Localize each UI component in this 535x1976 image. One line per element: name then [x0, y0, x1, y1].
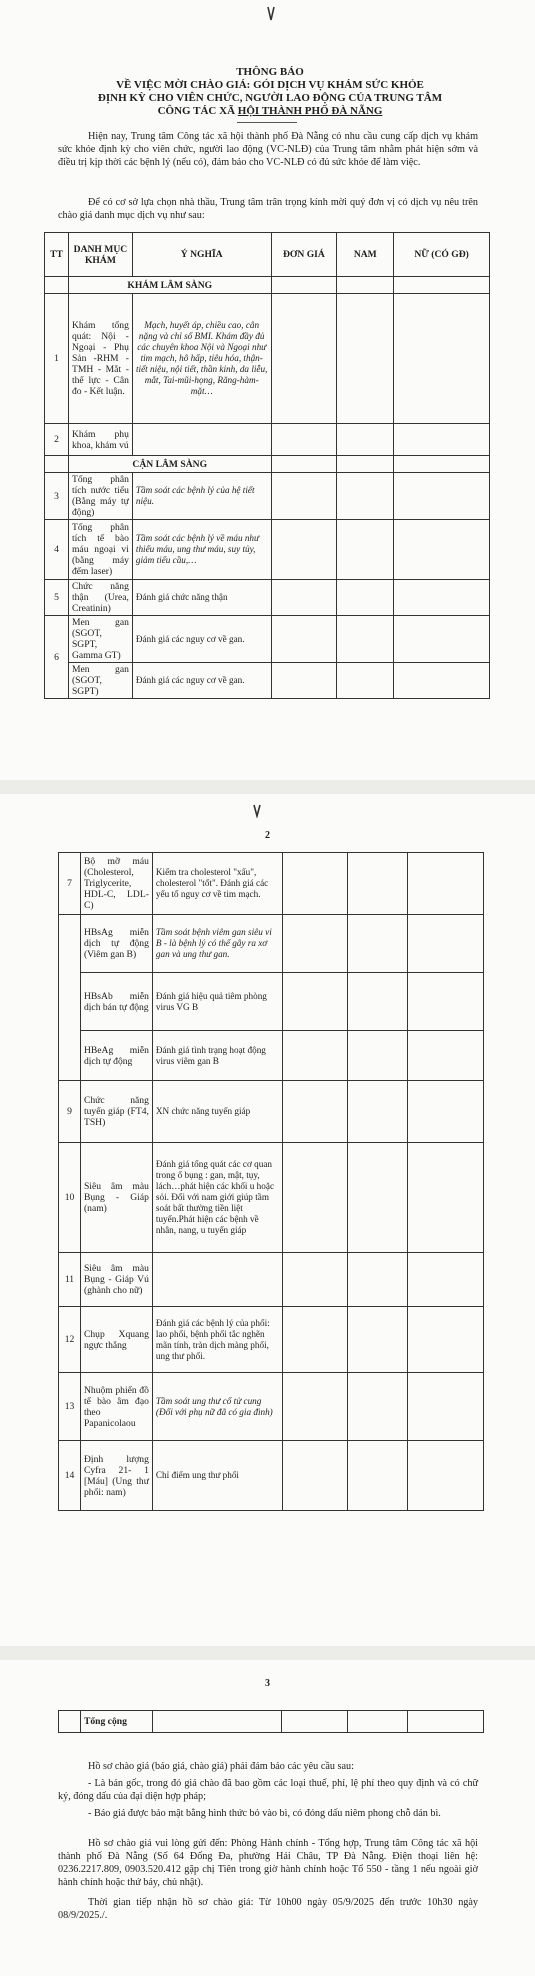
intro-paragraph-2: Để có cơ sở lựa chọn nhà thầu, Trung tâm trân trọng kính mời quý đơn vị có dịch vụ nêu trên chào giá danh mục dịch vụ như sau:: [58, 197, 478, 221]
table-row: [45, 424, 490, 456]
row-meaning: Chỉ điểm ung thư phổi: [152, 1441, 282, 1511]
doc-subject-line3: [60, 105, 480, 118]
female-cell[interactable]: [408, 1441, 484, 1511]
row-meaning: Tầm soát ung thư cổ tử cung (Đối với phụ nữ đã có gia đình): [152, 1373, 282, 1441]
staple-mark: [251, 804, 263, 818]
row-tt: 11: [59, 1253, 81, 1307]
section-clinical: KHÁM LÂM SÀNG: [68, 277, 271, 294]
male-cell[interactable]: [348, 915, 408, 973]
female-cell[interactable]: [394, 294, 490, 424]
requirement-2: - Báo giá được bảo mật bằng hình thức bỏ vào bì, có đóng dấu niêm phong chỗ dán bì.: [88, 1808, 441, 1819]
header-rule: [237, 122, 297, 123]
male-cell[interactable]: [337, 520, 394, 580]
male-cell[interactable]: [348, 1307, 408, 1373]
table-row: [45, 520, 490, 580]
male-cell[interactable]: [348, 973, 408, 1031]
male-cell[interactable]: [337, 616, 394, 663]
row-tt: 14: [59, 1441, 81, 1511]
male-cell[interactable]: [337, 663, 394, 699]
table-row: [45, 473, 490, 520]
row-meaning: Kiểm tra cholesterol "xấu", cholesterol "tốt". Đánh giá các yếu tố nguy cơ về tim mạch.: [152, 853, 282, 915]
row-meaning: Đánh giá các nguy cơ về gan.: [132, 663, 271, 699]
female-cell[interactable]: [394, 520, 490, 580]
male-cell[interactable]: [337, 294, 394, 424]
section-row: [45, 456, 490, 473]
total-label: Tổng cộng: [80, 1711, 152, 1733]
row-tt: 13: [59, 1373, 81, 1441]
male-cell[interactable]: [348, 1253, 408, 1307]
row-tt: 10: [59, 1143, 81, 1253]
female-cell[interactable]: [408, 1031, 484, 1081]
table-row: [59, 1081, 484, 1143]
price-cell[interactable]: [271, 473, 337, 520]
row-meaning: [152, 1253, 282, 1307]
row-meaning: Đánh giá tổng quát các cơ quan trong ổ bụng : gan, mật, tụy, lách…phát hiện các khối u hoặc sỏi. Đối với nam giới giúp tầm soát bất thường tiền liệt tuyến.Phát hiện các bệnh về nhân, nang, u tuyến giáp: [152, 1143, 282, 1253]
submission-address: Hồ sơ chào giá vui lòng gửi đến: Phòng Hành chính - Tổng hợp, Trung tâm Công tác xã hội thành phố Đà Nẵng (Số 64 Đống Đa, phường Hải Châu, TP Đà Nẵng. Điện thoại liên hệ: 0236.2217.809, 0903.520.412 gặp chị Tiên trong giờ hành chính hoặc Tổ 550 - tầng 1 nếu ngoài giờ hành chính hoặc thứ bảy, chủ nhật).: [58, 1838, 478, 1888]
price-cell[interactable]: [282, 1307, 348, 1373]
row-item: Siêu âm màu Bụng - Giáp Vú (ghành cho nữ): [80, 1253, 152, 1307]
page-number: 3: [265, 1678, 270, 1689]
submission-deadline: Thời gian tiếp nhận hồ sơ chào giá: Từ 10h00 ngày 05/9/2025 đến trước 10h30 ngày 08/9/2025./.: [58, 1897, 478, 1921]
price-table-part1: [44, 232, 490, 699]
female-cell[interactable]: [408, 1373, 484, 1441]
row-tt: 3: [45, 473, 69, 520]
row-item: Men gan (SGOT, SGPT, Gamma GT): [68, 616, 132, 663]
page-3: [0, 1660, 535, 1976]
subject-underlined: HỘI THÀNH PHỐ ĐÀ NẴNG: [237, 105, 383, 117]
row-tt: 6: [45, 616, 69, 699]
table-row: [59, 1373, 484, 1441]
total-price-cell[interactable]: [282, 1711, 348, 1733]
female-cell[interactable]: [394, 580, 490, 616]
col-meaning: Ý NGHĨA: [132, 233, 271, 277]
table-row: [59, 1031, 484, 1081]
col-item: DANH MỤC KHÁM: [68, 233, 132, 277]
price-cell[interactable]: [282, 1373, 348, 1441]
table-row: [45, 580, 490, 616]
price-cell[interactable]: [282, 1143, 348, 1253]
female-cell[interactable]: [408, 973, 484, 1031]
price-cell[interactable]: [282, 1031, 348, 1081]
row-tt: 9: [59, 1081, 81, 1143]
col-female: NỮ (CÓ GĐ): [394, 233, 490, 277]
female-cell[interactable]: [394, 424, 490, 456]
page-1: [0, 0, 535, 780]
row-meaning: Đánh giá tình trạng hoạt động virus viêm gan B: [152, 1031, 282, 1081]
row-meaning: Đánh giá các bệnh lý của phổi: lao phổi, bệnh phổi tắc nghẽn mãn tính, tràn dịch màng phổi, ung thư phổi.: [152, 1307, 282, 1373]
row-meaning: [132, 424, 271, 456]
row-item: Tổng phân tích tế bào máu ngoại vi (bằng máy đếm laser): [68, 520, 132, 580]
female-cell[interactable]: [408, 1143, 484, 1253]
price-cell[interactable]: [282, 1081, 348, 1143]
price-cell[interactable]: [282, 973, 348, 1031]
table-row: [45, 663, 490, 699]
requirements-title: Hồ sơ chào giá (báo giá, chào giá) phải đảm bảo các yêu cầu sau:: [88, 1761, 354, 1772]
row-tt: 7: [59, 853, 81, 915]
row-item: Tổng phân tích nước tiểu (Bằng máy tự động): [68, 473, 132, 520]
female-cell[interactable]: [394, 473, 490, 520]
subject-prefix: CÔNG TÁC XÃ: [157, 105, 236, 117]
row-item: Chức năng thận (Urea, Creatinin): [68, 580, 132, 616]
intro-paragraph-1: Hiện nay, Trung tâm Công tác xã hội thành phố Đà Nẵng có nhu cầu cung cấp dịch vụ khám sức khỏe định kỳ cho viên chức, người lao động (VC-NLĐ) của Trung tâm nhằm phát hiện sớm và điều trị kịp thời các bệnh lý (nếu có), đảm bảo cho VC-NLĐ có đủ sức khỏe để làm việc.: [58, 131, 478, 168]
col-tt: TT: [45, 233, 69, 277]
price-cell[interactable]: [282, 915, 348, 973]
table-row: [59, 853, 484, 915]
total-table: [58, 1710, 484, 1733]
row-item: Chức năng tuyến giáp (FT4, TSH): [80, 1081, 152, 1143]
female-cell[interactable]: [408, 853, 484, 915]
female-cell[interactable]: [408, 1307, 484, 1373]
total-row: [59, 1711, 484, 1733]
table-row: [59, 1441, 484, 1511]
total-female-cell[interactable]: [408, 1711, 484, 1733]
male-cell[interactable]: [348, 1081, 408, 1143]
document-header: [60, 66, 480, 118]
table-header-row: [45, 233, 490, 277]
price-cell[interactable]: [282, 853, 348, 915]
page-number: 2: [265, 830, 270, 841]
male-cell[interactable]: [348, 1143, 408, 1253]
price-cell[interactable]: [271, 580, 337, 616]
female-cell[interactable]: [394, 663, 490, 699]
row-item: Khám tổng quát: Nội - Ngoại - Phụ Sản -RHM - TMH - Mắt - thể lực - Cân đo - Kết luận.: [68, 294, 132, 424]
male-cell[interactable]: [337, 424, 394, 456]
row-tt: 12: [59, 1307, 81, 1373]
female-cell[interactable]: [394, 616, 490, 663]
row-item: Siêu âm màu Bụng - Giáp (nam): [80, 1143, 152, 1253]
table-row: [59, 1253, 484, 1307]
col-male: NAM: [337, 233, 394, 277]
row-meaning: Đánh giá chức năng thận: [132, 580, 271, 616]
table-row: [59, 973, 484, 1031]
row-tt: 2: [45, 424, 69, 456]
section-row: [45, 277, 490, 294]
row-tt: 5: [45, 580, 69, 616]
row-tt: 4: [45, 520, 69, 580]
row-item: Định lượng Cyfra 21- 1 [Máu] (Ung thư phổi: nam): [80, 1441, 152, 1511]
requirement-1: - Là bản gốc, trong đó giá chào đã bao gồm các loại thuế, phí, lệ phí theo quy định và có chữ ký, đóng dấu của đại diện hợp pháp;: [58, 1778, 478, 1802]
row-item: Men gan (SGOT, SGPT): [68, 663, 132, 699]
row-meaning: Tầm soát bệnh viêm gan siêu vi B - là bệnh lý có thể gây ra xơ gan và ung thư gan.: [152, 915, 282, 973]
price-cell[interactable]: [282, 1441, 348, 1511]
price-cell[interactable]: [271, 520, 337, 580]
price-cell[interactable]: [271, 424, 337, 456]
table-row: [59, 915, 484, 973]
price-cell[interactable]: [271, 294, 337, 424]
section-paraclinical: CẬN LÂM SÀNG: [68, 456, 271, 473]
row-item: HBeAg miễn dịch tự động: [80, 1031, 152, 1081]
female-cell[interactable]: [408, 915, 484, 973]
table-row: [59, 1143, 484, 1253]
row-meaning: Tầm soát các bệnh lý của hệ tiết niệu.: [132, 473, 271, 520]
row-tt: [59, 915, 81, 1081]
doc-subject-line1: VỀ VIỆC MỜI CHÀO GIÁ: GÓI DỊCH VỤ KHÁM SỨC KHỎE: [116, 79, 424, 91]
male-cell[interactable]: [337, 580, 394, 616]
page-separator: [0, 1646, 535, 1660]
doc-subject-line2: ĐỊNH KỲ CHO VIÊN CHỨC, NGƯỜI LAO ĐỘNG CỦA TRUNG TÂM: [97, 92, 443, 104]
row-item: HBsAb miễn dịch bán tự động: [80, 973, 152, 1031]
price-cell[interactable]: [282, 1253, 348, 1307]
price-cell[interactable]: [271, 663, 337, 699]
row-tt: 1: [45, 294, 69, 424]
row-meaning: Mạch, huyết áp, chiều cao, cân nặng và chỉ số BMI. Khám đầy đủ các chuyên khoa Nội và Ngoại như tim mạch, hô hấp, tiêu hóa, thận-tiết niệu, nội tiết, thần kinh, da liễu, mắt, Tai-mũi-họng, Răng-hàm-mặt…: [132, 294, 271, 424]
page-separator: [0, 780, 535, 794]
page-2: [0, 794, 535, 1660]
female-cell[interactable]: [408, 1081, 484, 1143]
male-cell[interactable]: [348, 1441, 408, 1511]
row-item: Nhuộm phiến đồ tế bào âm đạo theo Papanicolaou: [80, 1373, 152, 1441]
row-meaning: Đánh giá hiệu quả tiêm phòng virus VG B: [152, 973, 282, 1031]
table-row: [59, 1307, 484, 1373]
row-meaning: Tầm soát các bệnh lý về máu như thiếu máu, ung thư máu, suy tủy, giảm tiểu cầu,…: [132, 520, 271, 580]
row-meaning: XN chức năng tuyến giáp: [152, 1081, 282, 1143]
male-cell[interactable]: [348, 1373, 408, 1441]
male-cell[interactable]: [337, 473, 394, 520]
table-row: [45, 294, 490, 424]
table-row: [45, 616, 490, 663]
male-cell[interactable]: [348, 1031, 408, 1081]
row-item: HBsAg miễn dịch tự động (Viêm gan B): [80, 915, 152, 973]
row-meaning: Đánh giá các nguy cơ về gan.: [132, 616, 271, 663]
row-item: Chụp Xquang ngực thẳng: [80, 1307, 152, 1373]
staple-mark: [265, 6, 277, 22]
female-cell[interactable]: [408, 1253, 484, 1307]
price-table-part2: [58, 852, 484, 1511]
price-cell[interactable]: [271, 616, 337, 663]
row-item: Bộ mỡ máu (Cholesterol, Triglycerite, HDL-C, LDL-C): [80, 853, 152, 915]
col-unit-price: ĐƠN GIÁ: [271, 233, 337, 277]
row-item: Khám phụ khoa, khám vú: [68, 424, 132, 456]
doc-title: THÔNG BÁO: [236, 66, 304, 78]
total-male-cell[interactable]: [348, 1711, 408, 1733]
male-cell[interactable]: [348, 853, 408, 915]
